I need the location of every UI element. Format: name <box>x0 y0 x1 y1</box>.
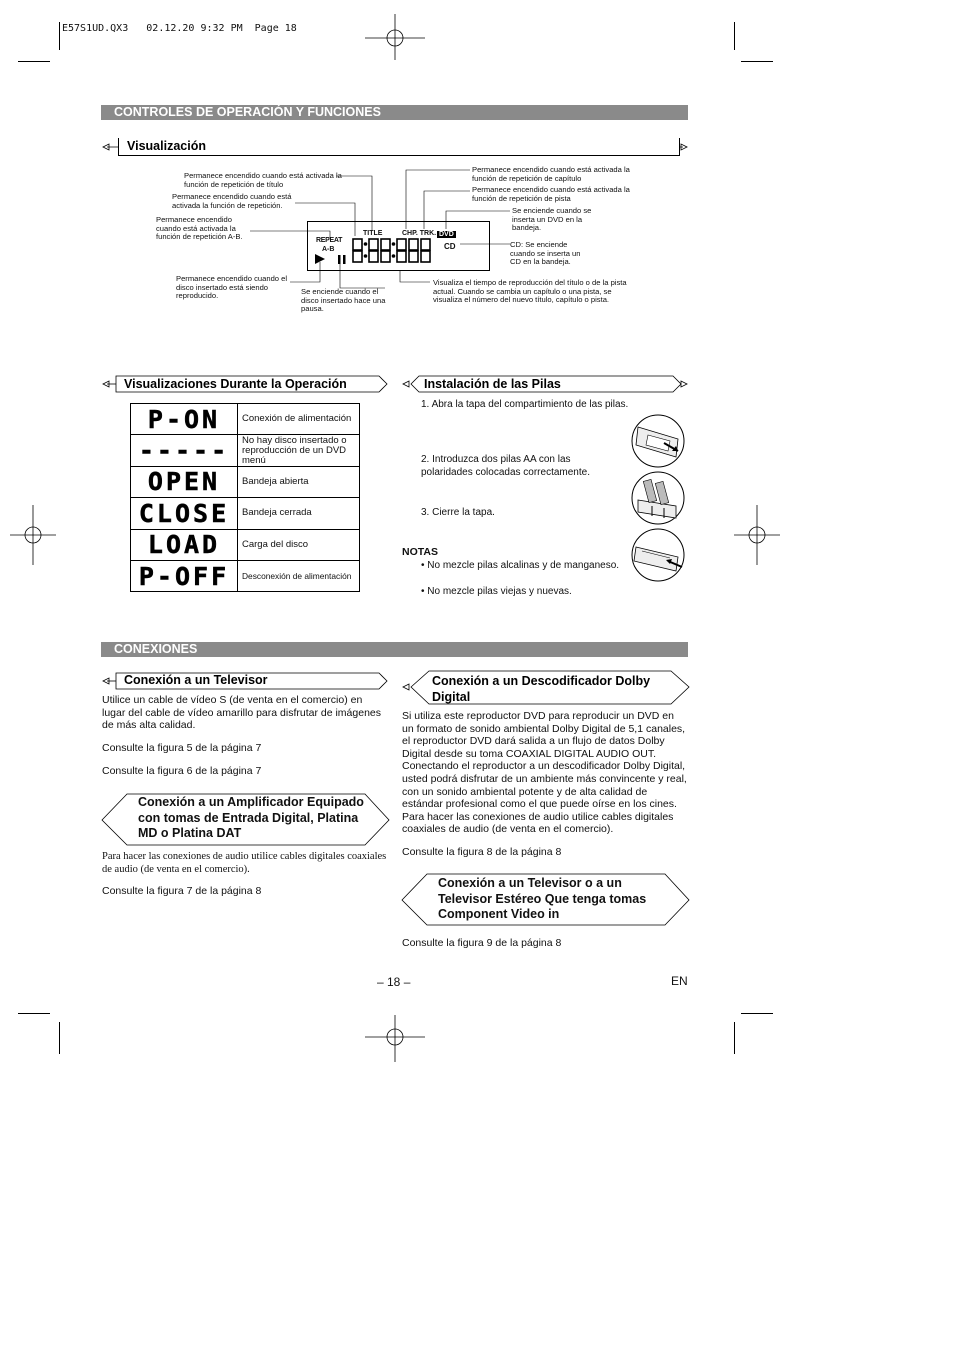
cd-indicator: CD <box>444 242 456 251</box>
segment-label: Bandeja cerrada <box>238 498 360 529</box>
operacion-row <box>131 466 360 497</box>
note-capitulo: Permanece encendido cuando está activada la función de repetición de capítulo <box>472 165 630 183</box>
operacion-row <box>131 404 360 435</box>
segment-display-text: P-ON <box>147 404 221 434</box>
estereo-ref: Consulte la figura 9 de la página 8 <box>402 937 562 949</box>
dvd-indicator: DVD <box>439 231 454 238</box>
ab-indicator: A-B <box>322 246 335 253</box>
title-indicator: TITLE <box>363 230 383 237</box>
televisor-title: Conexión a un Televisor <box>124 673 268 687</box>
segment-label: Conexión de alimentación <box>238 404 360 435</box>
operacion-table <box>130 403 360 592</box>
pilas-step-3: 3. Cierre la tapa. <box>421 507 495 518</box>
pilas-step-2: 2. Introduzca dos pilas AA con las polaridades colocadas correctamente. <box>421 454 590 478</box>
battery-cover-open-icon <box>630 413 686 469</box>
segment-display-text: CLOSE <box>138 498 230 528</box>
section-bar-conexiones: CONEXIONES <box>101 642 688 657</box>
segment-label: No hay disco insertado o reproducción de un DVD menú <box>238 435 360 466</box>
segment-display <box>131 498 238 529</box>
visualizacion-title: Visualización <box>127 139 206 153</box>
note-pausa: Se enciende cuando el disco insertado hace una pausa. <box>301 287 386 314</box>
operacion-row <box>131 498 360 529</box>
segment-display <box>131 466 238 497</box>
pilas-title: Instalación de las Pilas <box>424 377 561 391</box>
note-titulo: Permanece encendido cuando está activada la función de repetición de título <box>184 171 342 189</box>
note-ab: Permanece encendido cuando está activada la función de repetición A-B. <box>156 215 243 242</box>
amplificador-text: Para hacer las conexiones de audio utilice cables digitales coaxiales de audio (de venta en el comercio). <box>102 851 387 875</box>
note-tiempo: Visualiza el tiempo de reproducción del título o de la pista actual. Cuando se cambia un capítulo o una pista, se visualiza el número del nuevo título, capítulo o pista. <box>433 278 627 305</box>
segment-display <box>131 435 238 466</box>
segment-display-text: OPEN <box>147 467 221 497</box>
operacion-row <box>131 529 360 560</box>
segment-display <box>131 404 238 435</box>
amplificador-ref: Consulte la figura 7 de la página 8 <box>102 885 262 897</box>
operacion-row <box>131 560 360 591</box>
nota-1: • No mezcle pilas alcalinas y de manganeso. <box>421 560 620 571</box>
segment-display-text: LOAD <box>147 530 221 560</box>
notas-title: NOTAS <box>402 546 438 558</box>
nota-2: • No mezcle pilas viejas y nuevas. <box>421 586 572 597</box>
segment-display <box>131 560 238 591</box>
print-slug: E57S1UD.QX3 02.12.20 9:32 PM Page 18 <box>62 23 297 34</box>
repeat-indicator: REPEAT <box>316 237 343 244</box>
battery-cover-close-icon <box>630 527 686 583</box>
section-bar-controles: CONTROLES DE OPERACIÓN Y FUNCIONES <box>101 105 688 120</box>
dolby-title: Conexión a un Descodificador Dolby Digital <box>432 674 651 704</box>
dolby-ref: Consulte la figura 8 de la página 8 <box>402 846 562 858</box>
note-cd: CD: Se enciende cuando se inserta un CD en la bandeja. <box>510 240 581 267</box>
segment-label: Bandeja abierta <box>238 466 360 497</box>
televisor-text: Utilice un cable de vídeo S (de venta en el comercio) en lugar del cable de vídeo amarillo para disfrutar de imágenes de más alta calidad. <box>102 694 381 732</box>
pilas-step-1: 1. Abra la tapa del compartimiento de las pilas. <box>421 399 629 410</box>
note-repeticion: Permanece encendido cuando está activada la función de repetición. <box>172 192 292 210</box>
segment-label: Desconexión de alimentación <box>238 560 360 591</box>
page-number: – 18 – <box>377 975 411 989</box>
segment-label: Carga del disco <box>238 529 360 560</box>
operacion-row <box>131 435 360 466</box>
dolby-text: Si utiliza este reproductor DVD para reproducir un DVD en un formato de sonido ambiental Dolby Digital de 5,1 canales, el reproductor DVD dará salida a un flujo de datos Dolby Digital desde su toma COAXIAL DIGITAL AUDIO OUT. Conectando el reproductor a un descodificador Dolby Digital, usted podrá disfrutar de un ambiente más convincente y real, con un sonido ambiental potente y de alta calidad de estándar profesional como el que puede oírse en los cines. Para hacer las conexiones de audio utilice cables digitales coaxiales de audio (de venta en el comercio). <box>402 710 687 836</box>
televisor-ref-2: Consulte la figura 6 de la página 7 <box>102 765 262 777</box>
note-reproducido: Permanece encendido cuando el disco insertado está siendo reproducido. <box>176 274 288 301</box>
language-tag: EN <box>671 974 688 988</box>
estereo-title: Conexión a un Televisor o a un Televisor Estéreo Que tenga tomas Component Video in <box>438 876 647 922</box>
chp-trk-indicator: CHP. TRK. <box>402 230 437 237</box>
segment-display-text: P-OFF <box>138 561 230 591</box>
segment-display-text: ----- <box>138 436 230 466</box>
note-dvd: Se enciende cuando se inserta un DVD en la bandeja. <box>512 206 592 233</box>
amplificador-title: Conexión a un Amplificador Equipado con tomas de Entrada Digital, Platina MD o Platina DAT <box>138 795 364 841</box>
segment-display <box>131 529 238 560</box>
note-pista: Permanece encendido cuando está activada la función de repetición de pista <box>472 185 630 203</box>
operacion-title: Visualizaciones Durante la Operación <box>124 377 347 391</box>
televisor-ref-1: Consulte la figura 5 de la página 7 <box>102 742 262 754</box>
battery-insert-icon <box>630 470 686 526</box>
